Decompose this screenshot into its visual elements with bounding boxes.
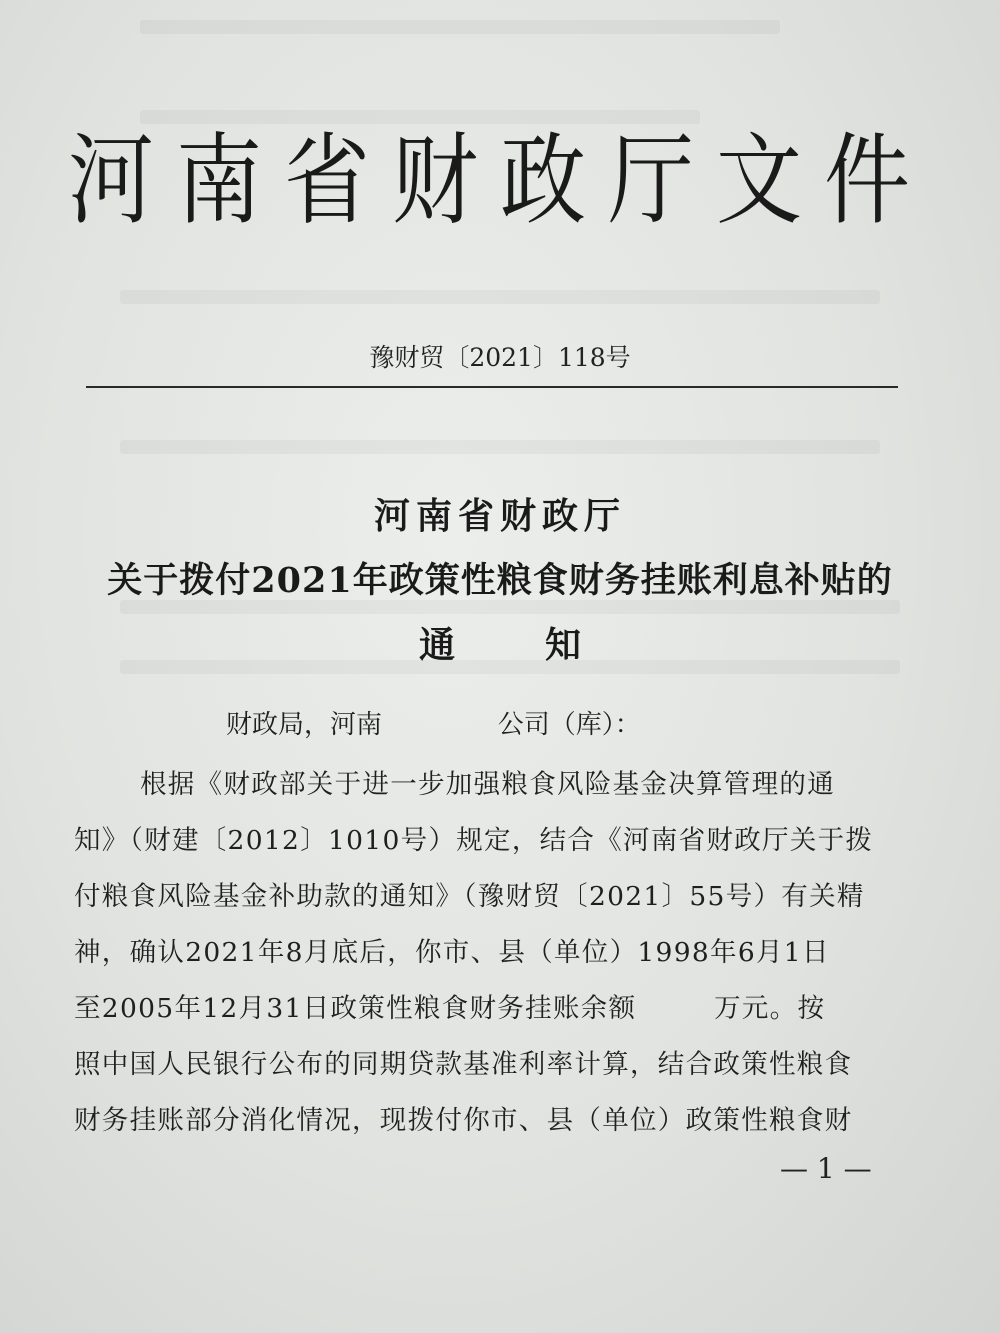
body-line: 根据《财政部关于进一步加强粮食风险基金决算管理的通 [140, 769, 835, 800]
bleed-through-mark [120, 440, 880, 454]
title-notice: 通知 [418, 624, 671, 666]
header-divider [86, 386, 898, 388]
bleed-through-mark [120, 290, 880, 304]
body-line: 神，确认2021年8月底后，你市、县（单位）1998年6月1日 [74, 937, 830, 968]
document-number: 豫财贸〔2021〕118号 [369, 343, 631, 372]
body-line: 照中国人民银行公布的同期贷款基准利率计算，结合政策性粮食 [74, 1049, 853, 1080]
body-line: 付粮食风险基金补助款的通知》（豫财贸〔2021〕55号）有关精 [74, 881, 865, 912]
title-issuer: 河南省财政厅 [373, 495, 626, 537]
bleed-through-mark [140, 20, 780, 34]
salutation: 财政局，河南 公司（库）： [226, 710, 641, 740]
title-subject: 关于拨付2021年政策性粮食财务挂账利息补贴的 [107, 560, 893, 601]
document-header: 河南省财政厅文件 [68, 123, 932, 239]
page-number: — 1 — [780, 1152, 872, 1185]
body-line: 财务挂账部分消化情况，现拨付你市、县（单位）政策性粮食财 [74, 1105, 853, 1136]
body-line: 知》（财建〔2012〕1010号）规定，结合《河南省财政厅关于拨 [74, 825, 874, 856]
body-line: 至2005年12月31日政策性粮食财务挂账余额 万元。按 [74, 993, 826, 1024]
